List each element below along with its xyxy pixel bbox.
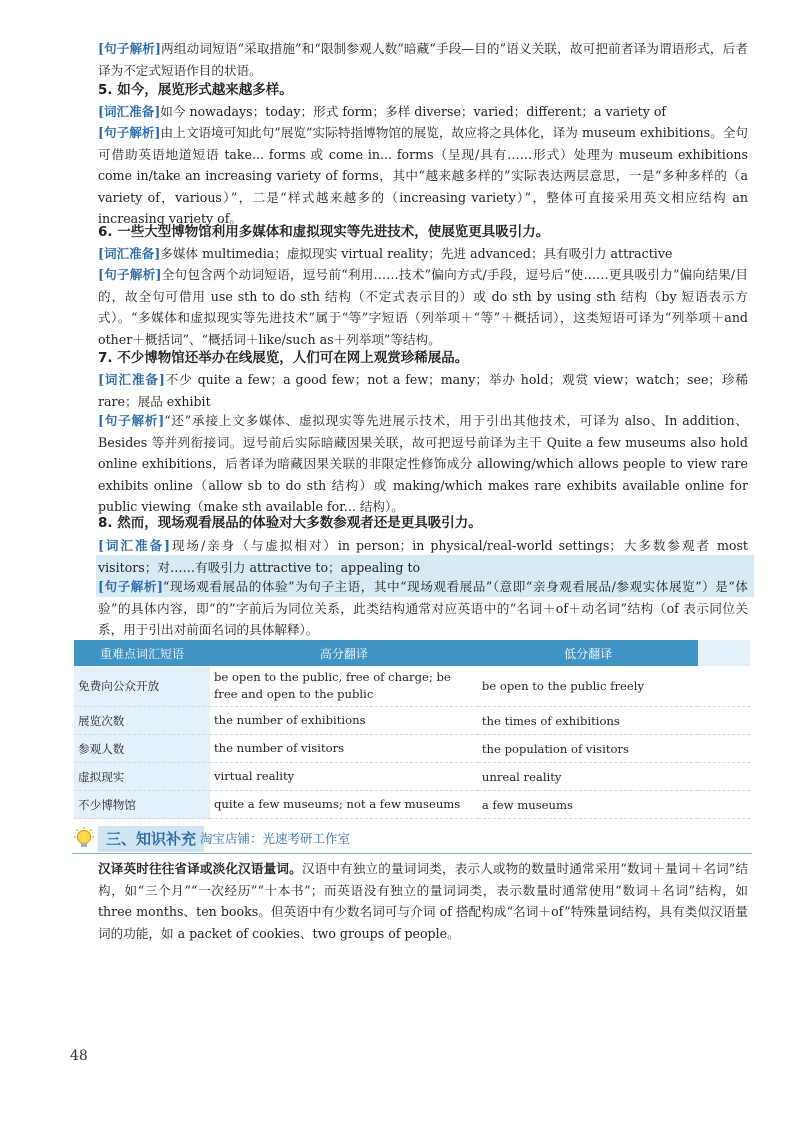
blank-cell xyxy=(698,791,750,819)
lightbulb-icon xyxy=(72,826,96,852)
low-cell: be open to the public freely xyxy=(478,666,698,707)
high-cell: quite a few museums; not a few museums xyxy=(210,791,478,819)
analysis-paragraph-4: [句子解析]两组动词短语“采取措施”和“限制参观人数”暗藏“手段—目的”语义关联，故可把前者译为谓语形式，后者译为不定式短语作目的状语。 xyxy=(98,41,748,78)
page-number: 48 xyxy=(70,1048,88,1064)
header-low: 低分翻译 xyxy=(478,640,698,666)
section-body: 汉译英时往往省译或淡化汉语量词。汉语中有独立的量词词类，表示人或物的数量时通常采用“数词＋量词＋名词”结构，如“三个月”“一次经历”“十本书”；而英语没有独立的量词词类，表示数量时通常使用“数词＋名词”结构，如 three months、ten books。但英语中有少数名词可与介词 of 搭配构成“名词＋of”特殊量词结构，具有类似汉语量词的功能，如 a packet of cookies、two groups of people。 xyxy=(98,861,749,941)
item-8-analysis: [句子解析]“现场观看展品的体验”为句子主语，其中“现场观看展品”（意即“亲身观看展品/参观实体展览”）是“体验”的具体内容，即“的”字前后为同位关系，此类结构通常对应英语中的“名词＋of＋动名词”结构（of 表示同位关系，用于引出对前面名词的具体解释）。 xyxy=(98,579,748,637)
table-row xyxy=(74,791,750,819)
item-7-analysis: [句子解析]“还”承接上文多媒体、虚拟现实等先进展示技术，用于引出其他技术，可译为 also、In addition、Besides 等并列衔接词。逗号前后实际暗藏因果关联，故可把逗号前译为主干 Quite a few museums also hold online exhibitions，后者译为暗藏因果关联的非限定性修饰成分 allowing/which allows people to view rare exhibits online（allow sb to do sth 结构）或 making/which makes rare exhibits available online for public viewing（make sth available for... 结构）。 xyxy=(98,413,749,514)
blank-cell xyxy=(698,666,750,707)
low-cell: unreal reality xyxy=(478,763,698,791)
table-header-row xyxy=(74,640,750,666)
high-cell: the number of exhibitions xyxy=(210,707,478,735)
section-lead: 汉译英时往往省译或淡化汉语量词。 xyxy=(98,861,302,876)
item-7-vocab: [词汇准备]不少 quite a few；a good few；not a few；many；举办 hold；观赏 view；watch；see；珍稀 rare；展品 exhibit xyxy=(98,372,748,409)
item-5-vocab: [词汇准备]如今 nowadays；today；形式 form；多样 diverse；varied；different；a variety of xyxy=(98,104,667,119)
item-8-vocab: [词汇准备]现场/亲身（与虚拟相对）in person；in physical/real-world settings；大多数参观者 most visitors；对……有吸引力 attractive to；appealing to xyxy=(98,538,748,575)
item-5-analysis: [句子解析]由上文语境可知此句“展览”实际特指博物馆的展览，故应将之具体化，译为 museum exhibitions。全句可借助英语地道短语 take... forms 或 come in... forms（呈现/具有……形式）处理为 museum exhibitions come in/take an increasing variety of forms，其中“越来越多样的”实际表达两层意思，一是“多种多样的（a variety of，various）”，二是“样式越来越多的（increasing variety）”，整体可直接采用英文相应结构 an increasing variety of。 xyxy=(98,125,748,226)
header-blank xyxy=(698,640,750,666)
term-cell: 展览次数 xyxy=(74,707,210,735)
item-8-heading: 8. 然而，现场观看展品的体验对大多数参观者还是更具吸引力。 xyxy=(98,515,482,531)
item-6-analysis: [句子解析]全句包含两个动词短语，逗号前“利用……技术”偏向方式/手段，逗号后“使……更具吸引力”偏向结果/目的，故全句可借用 use sth to do sth 结构（不定式表示目的）或 do sth by using sth 结构（by 短语表示方式）。“多媒体和虚拟现实等先进技术”属于“等”字短语（列举项＋“等”＋概括词），这类短语可译为“列举项＋and other＋概括词”、“概括词＋like/such as＋列举项”等结构。 xyxy=(98,267,748,347)
term-cell: 不少博物馆 xyxy=(74,791,210,819)
section-divider xyxy=(72,853,752,854)
table-row xyxy=(74,707,750,735)
translation-comparison-table xyxy=(74,640,750,819)
blank-cell xyxy=(698,735,750,763)
high-cell: be open to the public, free of charge; be free and open to the public xyxy=(210,666,478,707)
term-cell: 虚拟现实 xyxy=(74,763,210,791)
section-title: 三、知识补充 xyxy=(98,826,204,852)
term-cell: 参观人数 xyxy=(74,735,210,763)
item-5-heading: 5. 如今，展览形式越来越多样。 xyxy=(98,82,293,98)
low-cell: the times of exhibitions xyxy=(478,707,698,735)
blank-cell xyxy=(698,763,750,791)
item-6-heading: 6. 一些大型博物馆利用多媒体和虚拟现实等先进技术，使展览更具吸引力。 xyxy=(98,224,550,240)
table-row xyxy=(74,666,750,707)
high-cell: virtual reality xyxy=(210,763,478,791)
high-cell: the number of visitors xyxy=(210,735,478,763)
item-7-heading: 7. 不少博物馆还举办在线展览，人们可在网上观赏珍稀展品。 xyxy=(98,350,469,366)
term-cell: 免费向公众开放 xyxy=(74,666,210,707)
table-row xyxy=(74,735,750,763)
header-high: 高分翻译 xyxy=(210,640,478,666)
item-6-vocab: [词汇准备]多媒体 multimedia；虚拟现实 virtual reality；先进 advanced；具有吸引力 attractive xyxy=(98,246,673,261)
low-cell: a few museums xyxy=(478,791,698,819)
blank-cell xyxy=(698,707,750,735)
table-row xyxy=(74,763,750,791)
shop-watermark: 淘宝店铺：光速考研工作室 xyxy=(200,831,351,846)
header-term: 重难点词汇短语 xyxy=(74,640,210,666)
low-cell: the population of visitors xyxy=(478,735,698,763)
